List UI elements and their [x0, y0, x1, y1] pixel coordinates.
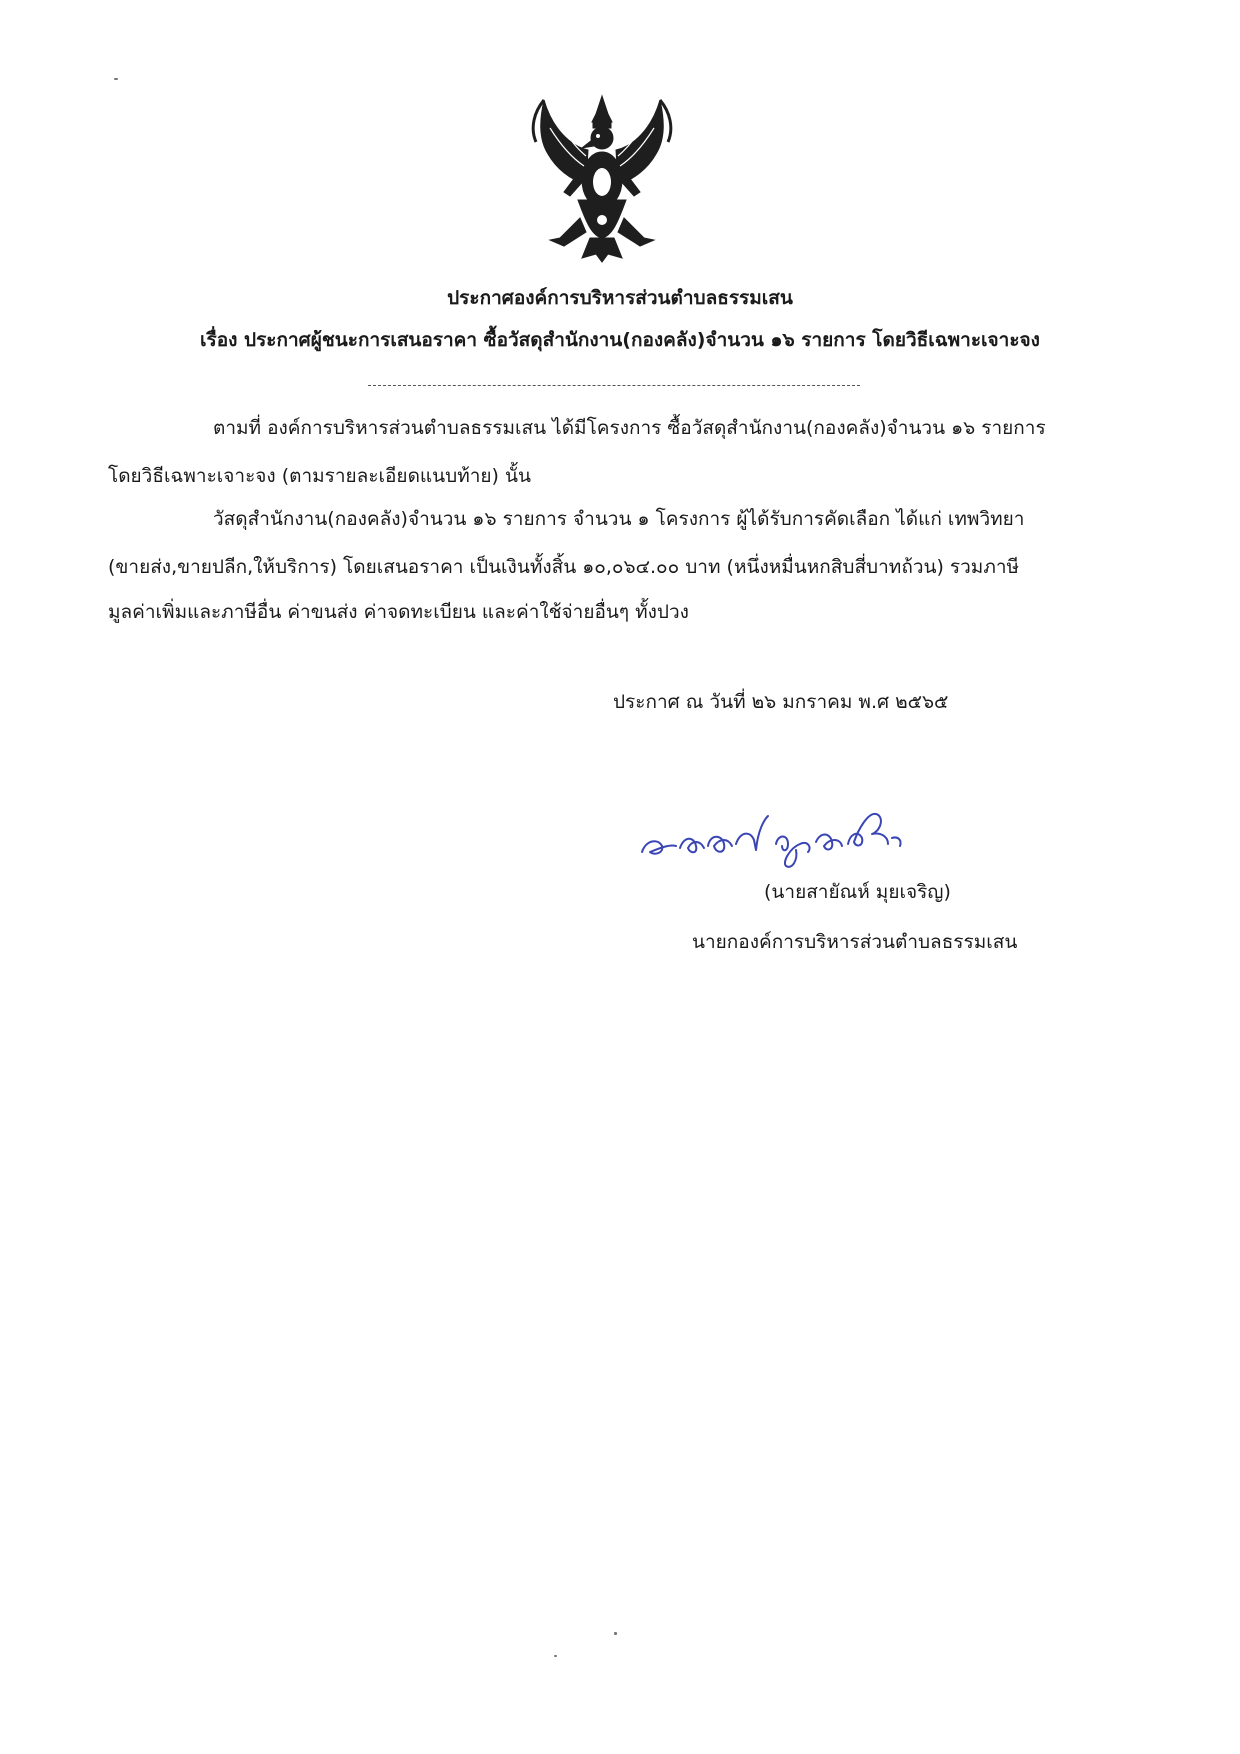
body-line: มูลค่าเพิ่มและภาษีอื่น ค่าขนส่ง ค่าจดทะเบียน และค่าใช้จ่ายอื่นๆ ทั้งปวง [108, 601, 689, 623]
announcement-date: ประกาศ ณ วันที่ ๒๖ มกราคม พ.ศ ๒๕๖๕ [613, 691, 949, 713]
body-line: โดยวิธีเฉพาะเจาะจง (ตามรายละเอียดแนบท้าย) นั้น [108, 465, 531, 487]
garuda-emblem-icon [530, 88, 675, 270]
body-line: วัสดุสำนักงาน(กองคลัง)จำนวน ๑๖ รายการ จำนวน ๑ โครงการ ผู้ได้รับการคัดเลือก ได้แก่ เทพวิทยา [213, 508, 1025, 530]
announcement-subject: เรื่อง ประกาศผู้ชนะการเสนอราคา ซื้อวัสดุสำนักงาน(กองคลัง)จำนวน ๑๖ รายการ โดยวิธีเฉพาะเจาะจง [200, 329, 1040, 351]
signatory-name: (นายสายัณห์ มุยเจริญ) [764, 881, 951, 903]
handwritten-signature [636, 790, 936, 870]
scan-speck [114, 78, 118, 80]
scan-speck [554, 1655, 557, 1657]
signatory-position: นายกองค์การบริหารส่วนตำบลธรรมเสน [692, 931, 1018, 953]
body-line: ตามที่ องค์การบริหารส่วนตำบลธรรมเสน ได้มีโครงการ ซื้อวัสดุสำนักงาน(กองคลัง)จำนวน ๑๖ รายการ [213, 417, 1046, 439]
scan-speck [614, 1632, 617, 1635]
body-line: (ขายส่ง,ขายปลีก,ให้บริการ) โดยเสนอราคา เป็นเงินทั้งสิ้น ๑๐,๐๖๔.๐๐ บาท (หนึ่งหมื่นหกสิบสี่บาทถ้วน) รวมภาษี [108, 556, 1020, 578]
organization-title: ประกาศองค์การบริหารส่วนตำบลธรรมเสน [447, 287, 793, 309]
title-divider [368, 385, 860, 386]
